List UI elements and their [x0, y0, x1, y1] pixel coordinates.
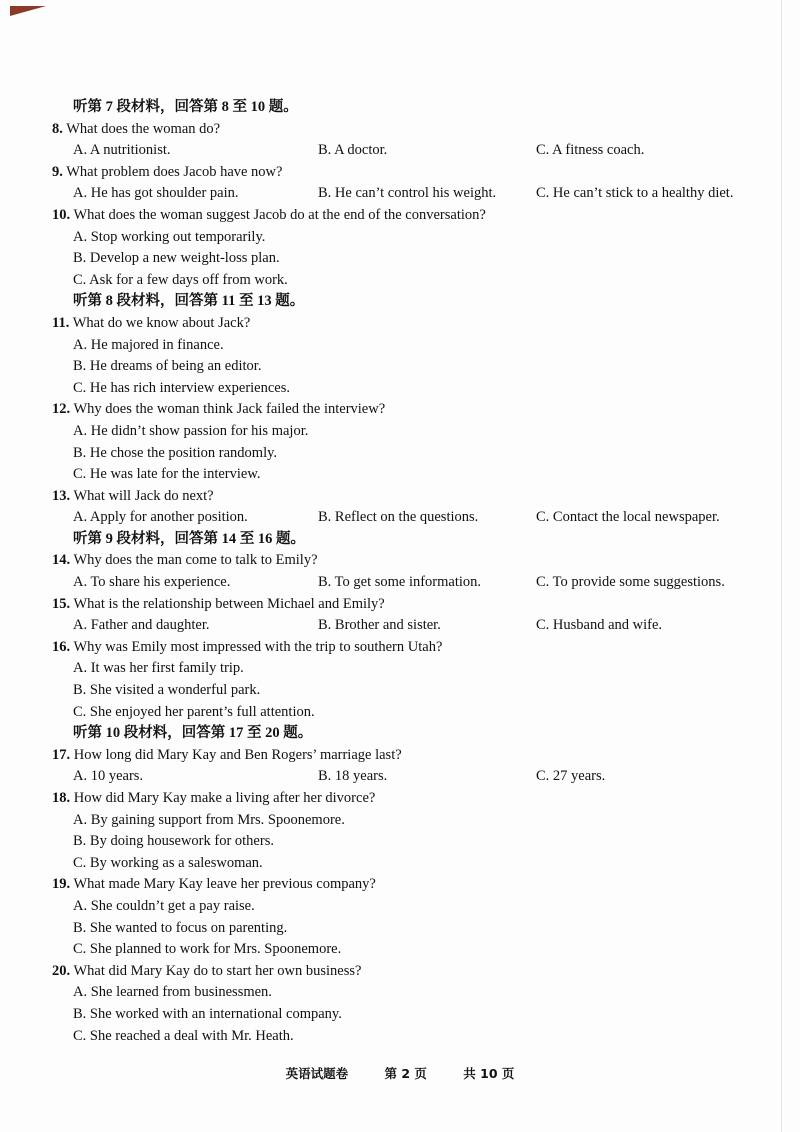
footer-total-pages: 共 10 页 [463, 1066, 515, 1081]
question-text: What did Mary Kay do to start her own business? [73, 962, 362, 979]
answer-option: C. A fitness coach. [536, 142, 645, 159]
answer-option: B. Reflect on the questions. [318, 509, 479, 526]
question-text: What will Jack do next? [73, 487, 214, 504]
question-number: 9. [52, 163, 63, 180]
question-stem [52, 313, 782, 335]
answer-option: A. By gaining support from Mrs. Spoonemore. [73, 811, 345, 828]
question-list [52, 97, 782, 1047]
question-number: 19. [52, 876, 71, 893]
answer-option: A. Apply for another position. [73, 509, 248, 526]
section-header: 听第 10 段材料，回答第 17 至 20 题。 [73, 725, 313, 742]
answer-option: A. Stop working out temporarily. [73, 228, 266, 245]
question-text: How did Mary Kay make a living after her divorce? [73, 790, 376, 806]
question-stem [52, 961, 782, 983]
question-stem [52, 788, 782, 810]
options-row [52, 766, 782, 788]
answer-option: C. Ask for a few days off from work. [73, 271, 288, 288]
answer-option: A. She couldn’t get a pay raise. [73, 897, 255, 914]
question-text: Why does the woman think Jack failed the interview? [73, 401, 386, 418]
question-text: Why was Emily most impressed with the trip to southern Utah? [73, 638, 443, 655]
answer-option: C. She planned to work for Mrs. Spoonemore. [73, 941, 342, 958]
answer-option: C. 27 years. [536, 768, 606, 785]
question-stem [52, 550, 782, 572]
question-text: What is the relationship between Michael and Emily? [73, 595, 385, 612]
question-number: 12. [52, 401, 71, 418]
answer-option: C. Contact the local newspaper. [536, 509, 720, 526]
question-stem [52, 119, 782, 141]
options-row [52, 572, 782, 594]
section-header: 听第 7 段材料，回答第 8 至 10 题。 [73, 99, 298, 115]
question-stem [52, 399, 782, 421]
question-stem [52, 205, 782, 227]
answer-option: B. He can’t control his weight. [318, 185, 497, 202]
question-number: 18. [52, 790, 71, 806]
question-stem [52, 594, 782, 616]
question-number: 11. [52, 314, 70, 331]
options-row [52, 140, 782, 162]
question-text: How long did Mary Kay and Ben Rogers’ marriage last? [73, 746, 402, 763]
question-text: What does the woman do? [66, 120, 221, 137]
answer-option: A. It was her first family trip. [73, 660, 244, 677]
question-number: 13. [52, 487, 71, 504]
question-number: 20. [52, 962, 71, 979]
options-row [52, 507, 782, 529]
answer-option: C. She enjoyed her parent’s full attention. [73, 703, 315, 720]
question-stem [52, 162, 782, 184]
page-footer [0, 1064, 800, 1082]
question-text: Why does the man come to talk to Emily? [73, 552, 318, 569]
answer-option: C. By working as a saleswoman. [73, 854, 263, 871]
answer-option: B. A doctor. [318, 142, 388, 159]
question-number: 15. [52, 595, 71, 612]
answer-option: A. To share his experience. [73, 574, 231, 591]
answer-option: B. He dreams of being an editor. [73, 358, 262, 375]
answer-option: C. He has rich interview experiences. [73, 379, 291, 396]
question-stem [52, 486, 782, 508]
answer-option: C. He was late for the interview. [73, 466, 261, 483]
answer-option: A. He didn’t show passion for his major. [73, 422, 309, 439]
answer-option: B. She wanted to focus on parenting. [73, 919, 288, 936]
answer-option: A. A nutritionist. [73, 142, 171, 159]
question-text: What do we know about Jack? [72, 314, 251, 331]
corner-fold-mark [10, 6, 46, 16]
answer-option: A. 10 years. [73, 768, 144, 785]
question-number: 17. [52, 746, 71, 763]
question-stem [52, 637, 782, 659]
question-number: 8. [52, 120, 63, 137]
answer-option: B. By doing housework for others. [73, 833, 274, 850]
section-header: 听第 9 段材料，回答第 14 至 16 题。 [73, 530, 305, 547]
question-stem [52, 874, 782, 896]
answer-option: C. Husband and wife. [536, 617, 663, 634]
question-number: 10. [52, 206, 71, 223]
answer-option: A. Father and daughter. [73, 617, 210, 634]
answer-option: A. He majored in finance. [73, 336, 224, 353]
answer-option: B. Brother and sister. [318, 617, 441, 634]
answer-option: B. She visited a wonderful park. [73, 682, 261, 699]
answer-option: C. He can’t stick to a healthy diet. [536, 185, 734, 202]
footer-paper-title: 英语试题卷 [285, 1066, 349, 1081]
answer-option: C. She reached a deal with Mr. Heath. [73, 1027, 294, 1044]
question-number: 16. [52, 638, 71, 655]
answer-option: A. He has got shoulder pain. [73, 185, 239, 202]
answer-option: A. She learned from businessmen. [73, 984, 272, 1001]
answer-option: B. He chose the position randomly. [73, 444, 278, 461]
answer-option: B. To get some information. [318, 574, 482, 591]
section-header: 听第 8 段材料，回答第 11 至 13 题。 [73, 293, 305, 310]
answer-option: B. Develop a new weight-loss plan. [73, 250, 280, 267]
answer-option: B. 18 years. [318, 768, 388, 785]
question-number: 14. [52, 552, 71, 569]
question-stem [52, 745, 782, 767]
question-text: What problem does Jacob have now? [66, 163, 283, 180]
footer-page-number: 第 2 页 [384, 1066, 427, 1081]
options-row [52, 615, 782, 637]
question-text: What made Mary Kay leave her previous company? [73, 876, 376, 893]
options-row [52, 183, 782, 205]
answer-option: B. She worked with an international company. [73, 1005, 342, 1022]
answer-option: C. To provide some suggestions. [536, 574, 725, 591]
question-text: What does the woman suggest Jacob do at the end of the conversation? [73, 206, 486, 223]
